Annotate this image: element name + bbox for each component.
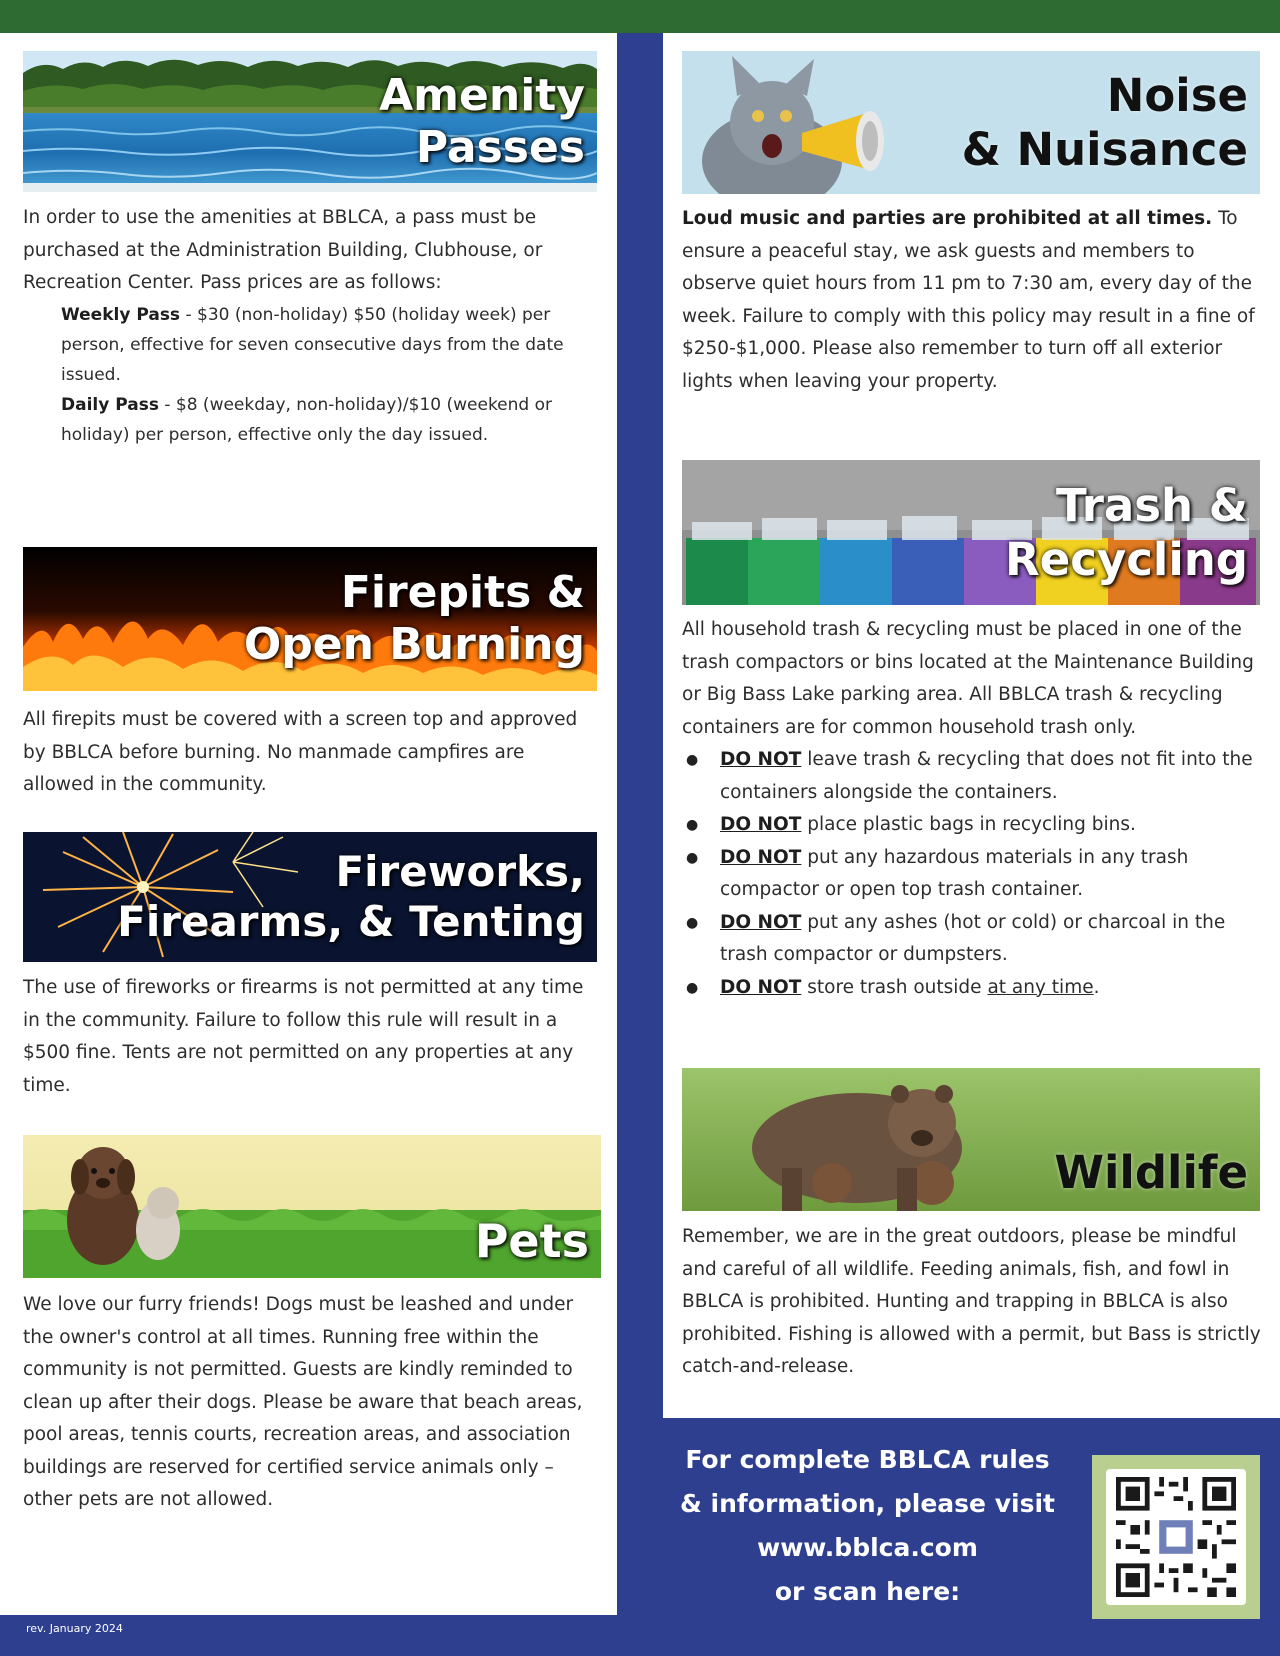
trash-rule (682, 809, 1260, 842)
trash-text (682, 614, 1260, 1004)
daily-pass-text: - $8 (weekday, non-holiday)/$10 (weekend or holiday) per person, effective only the day issued. (61, 394, 553, 445)
qr-code-frame (1092, 1455, 1260, 1619)
firepits-text: All firepits must be covered with a screen top and approved by BBLCA before burning. No manmade campfires are allowed in the community. (23, 709, 578, 795)
footer-line-1: For complete BBLCA rules (685, 1445, 1050, 1474)
do-not-label: DO NOT (720, 846, 802, 868)
fireworks-title-line2: Firearms, & Tenting (117, 897, 585, 946)
trash-rules-list (682, 744, 1260, 1004)
fireworks-banner (23, 832, 597, 962)
footer-line-4: or scan here: (774, 1577, 961, 1606)
amenity-passes-banner (23, 51, 597, 192)
do-not-label: DO NOT (720, 976, 802, 998)
firepits-banner (23, 547, 597, 691)
firepits-title-line2: Open Burning (243, 619, 585, 670)
pets-text: We love our furry friends! Dogs must be leashed and under the owner's control at all times. Running free within the community is not permitted. Guests are kindly reminded to clean up after their dogs. Please be aware that beach areas, pool areas, tennis courts, recreation areas, and association buildings are reserved for certified service animals only – other pets are not allowed. (23, 1294, 583, 1510)
wildlife-title: Wildlife (1054, 1145, 1248, 1199)
trash-title-line2: Recycling (1005, 532, 1248, 586)
trash-rule (682, 842, 1260, 907)
pets-title: Pets (474, 1213, 589, 1268)
pets-banner (23, 1135, 601, 1278)
do-not-label: DO NOT (720, 911, 802, 933)
do-not-label: DO NOT (720, 814, 802, 835)
amenity-passes-text (23, 202, 597, 450)
trash-rule (682, 744, 1260, 809)
qr-code[interactable] (1106, 1469, 1246, 1605)
footer-message (670, 1438, 1065, 1614)
trash-rule-text: place plastic bags in recycling bins. (801, 814, 1136, 835)
firepits-title-line1: Firepits & (340, 567, 585, 619)
noise-body: To ensure a peaceful stay, we ask guests and members to observe quiet hours from 11 pm to 7:30 am, every day of the week. Failure to comply with this policy may result in a fine of $250-$1,000. Please also remember to turn off all exterior lights when leaving your property. (682, 208, 1255, 392)
wildlife-banner (682, 1068, 1260, 1211)
do-not-label: DO NOT (720, 749, 802, 770)
daily-pass-label: Daily Pass (61, 394, 159, 415)
qr-code-icon (1116, 1477, 1236, 1597)
amenity-title-line2: Passes (415, 121, 585, 173)
fireworks-text: The use of fireworks or firearms is not permitted at any time in the community. Failure to follow this rule will result in a $500 fine. Tents are not permitted on any properties at any time. (23, 977, 584, 1096)
noise-bold-lead: Loud music and parties are prohibited at all times. (682, 208, 1213, 229)
trash-title-line1: Trash & (1055, 479, 1248, 533)
weekly-pass-text: - $30 (non-holiday) $50 (holiday week) per person, effective for seven consecutive days from the date issued. (61, 304, 564, 385)
wildlife-text: Remember, we are in the great outdoors, please be mindful and careful of all wildlife. Feeding animals, fish, and fowl in BBLCA is prohibited. Hunting and trapping in BBLCA is also prohibited. Fishing is allowed with a permit, but Bass is strictly catch-and-release. (682, 1226, 1261, 1377)
noise-text (682, 203, 1260, 398)
at-any-time-text: at any time (987, 976, 1094, 998)
amenity-intro: In order to use the amenities at BBLCA, a pass must be purchased at the Administration Building, Clubhouse, or Recreation Center. Pass prices are as follows: (23, 207, 543, 293)
top-bar (0, 0, 1280, 33)
revision-note: rev. January 2024 (26, 1622, 123, 1635)
trash-rule (682, 972, 1260, 1005)
fireworks-title-line1: Fireworks, (335, 847, 585, 897)
trash-intro: All household trash & recycling must be placed in one of the trash compactors or bins located at the Maintenance Building or Big Bass Lake parking area. All BBLCA trash & recycling containers are for common household trash only. (682, 619, 1254, 738)
footer-line-2: & information, please visit (680, 1489, 1055, 1518)
trash-rule-text: put any hazardous materials in any trash compactor or open top trash container. (720, 846, 1189, 900)
trash-rule-end: . (1093, 976, 1100, 998)
trash-rule-text: put any ashes (hot or cold) or charcoal in the trash compactor or dumpsters. (720, 911, 1226, 965)
noise-title-line2: & Nuisance (961, 122, 1248, 176)
trash-rule-text: store trash outside (801, 976, 988, 998)
daily-pass-info (23, 390, 597, 450)
trash-rule (682, 907, 1260, 972)
trash-rule-text: leave trash & recycling that does not fit into the containers alongside the containers. (720, 749, 1253, 803)
noise-nuisance-banner (682, 51, 1260, 194)
noise-title-line1: Noise (1106, 69, 1248, 123)
weekly-pass-label: Weekly Pass (61, 304, 181, 325)
weekly-pass-info (23, 300, 597, 390)
amenity-title-line1: Amenity (379, 69, 585, 121)
website-link[interactable]: www.bblca.com (757, 1533, 978, 1562)
trash-recycling-banner (682, 460, 1260, 605)
